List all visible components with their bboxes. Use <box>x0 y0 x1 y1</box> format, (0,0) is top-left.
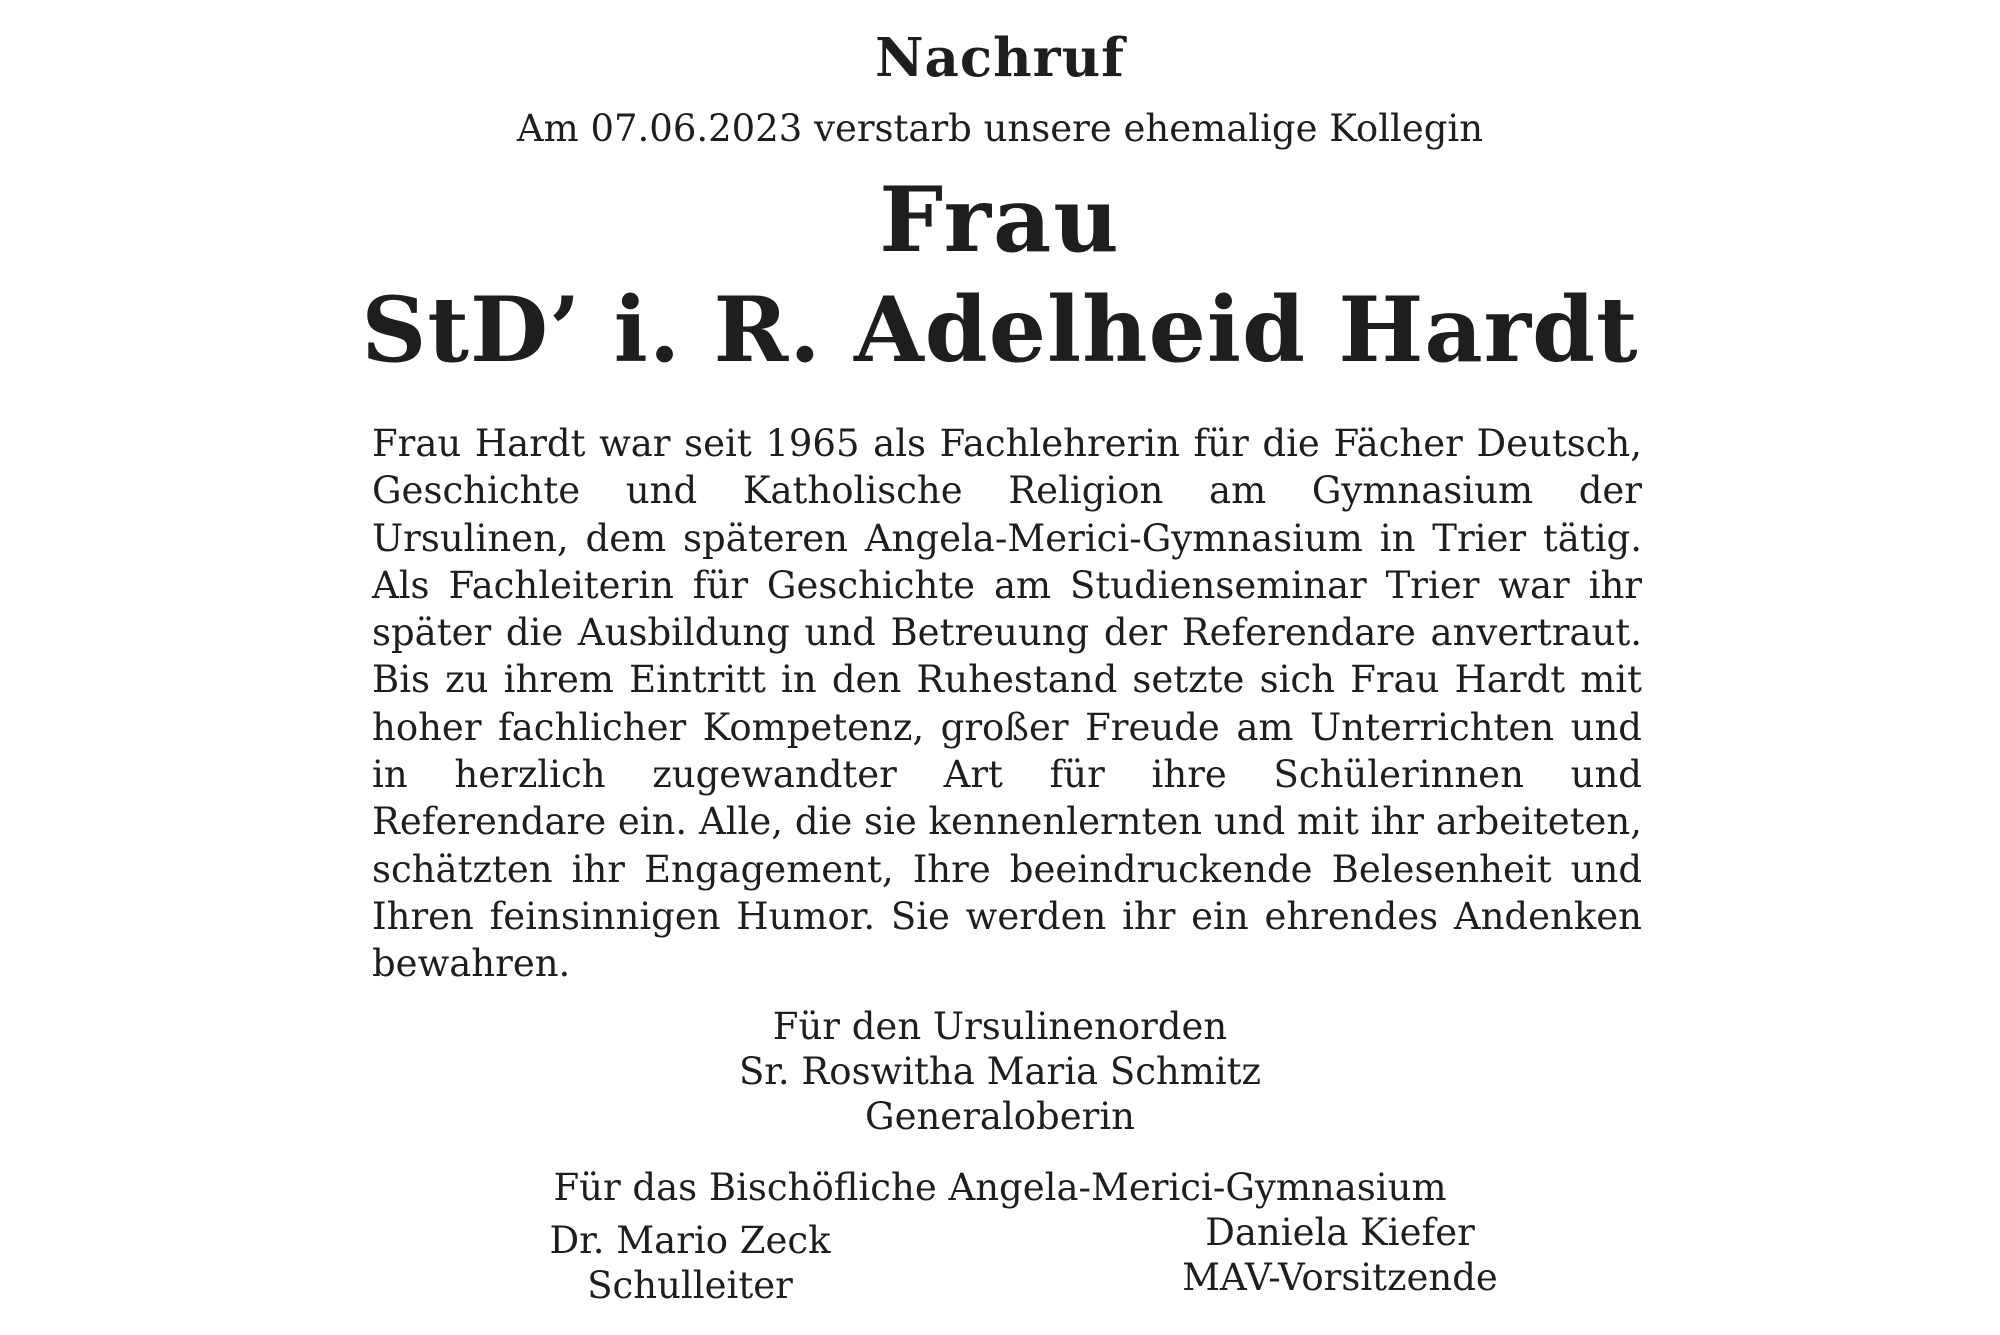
signature-school-heading: Für das Bischöfliche Angela-Merici-Gymnasium <box>553 1166 1447 1209</box>
signature-principal <box>465 1218 915 1308</box>
notice-title: Nachruf <box>875 27 1125 89</box>
deceased-name: StD’ i. R. Adelheid Hardt <box>361 277 1639 383</box>
signature-principal-name: Dr. Mario Zeck <box>549 1219 831 1262</box>
signature-ursuline-order <box>0 1004 2000 1139</box>
salutation: Frau <box>879 167 1121 273</box>
intro-line: Am 07.06.2023 verstarb unsere ehemalige Kollegin <box>516 107 1484 150</box>
signature-order-name: Sr. Roswitha Maria Schmitz <box>738 1050 1262 1093</box>
signature-staff-rep-role: MAV-Vorsitzende <box>1182 1256 1498 1299</box>
signature-order-role: Generaloberin <box>865 1095 1135 1138</box>
signature-principal-role: Schulleiter <box>587 1264 793 1307</box>
signature-staff-representative <box>1120 1210 1560 1300</box>
signature-order-heading: Für den Ursulinenorden <box>772 1005 1228 1048</box>
signature-staff-rep-name: Daniela Kiefer <box>1205 1211 1475 1254</box>
obituary-body: Frau Hardt war seit 1965 als Fachlehrerin für die Fächer Deutsch, Geschichte und Katholische Religion am Gymnasium der Ursulinen, dem späteren Angela-Merici-Gymnasium in Trier tätig. Als Fachleiterin für Geschichte am Studienseminar Trier war ihr später die Ausbildung und Betreuung der Referendare anvertraut. Bis zu ihrem Eintritt in den Ruhestand setzte sich Frau Hardt mit hoher fachlicher Kompetenz, großer Freude am Unterrichten und in herzlich zugewandter Art für ihre Schülerinnen und Referendare ein. Alle, die sie kennenlernten und mit ihr arbeiteten, schätzten ihr Engagement, Ihre beeindruckende Belesenheit und Ihren feinsinnigen Humor. Sie werden ihr ein ehrendes Andenken bewahren. <box>372 422 1642 986</box>
